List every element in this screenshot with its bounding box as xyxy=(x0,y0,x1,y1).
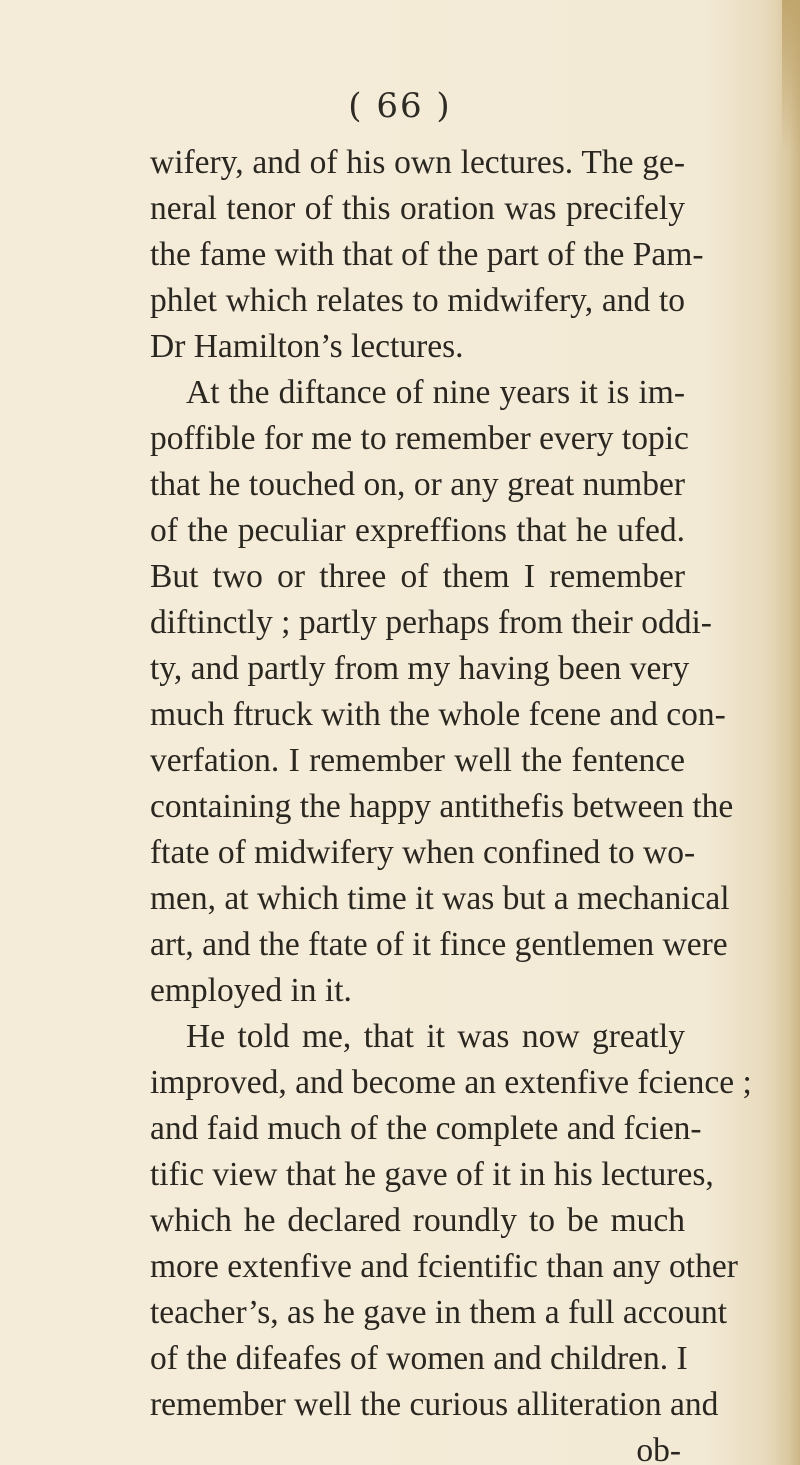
text-line: verfation. I remember well the fentence xyxy=(150,742,685,779)
text-line: He told me, that it was now greatly xyxy=(186,1018,685,1055)
text-line: art, and the ftate of it fince gentlemen were xyxy=(150,926,728,963)
text-line: At the diftance of nine years it is im- xyxy=(186,374,685,411)
text-line: ty, and partly from my having been very xyxy=(150,650,690,687)
text-line: wifery, and of his own lectures. The ge- xyxy=(150,144,685,181)
text-line: containing the happy antithefis between the xyxy=(150,788,734,825)
text-line: remember well the curious alliteration and xyxy=(150,1386,719,1423)
text-line: which he declared roundly to be much xyxy=(150,1202,685,1239)
text-line: more extenfive and fcientific than any other xyxy=(150,1248,738,1285)
text-line: Dr Hamilton’s lectures. xyxy=(150,328,464,365)
text-line: that he touched on, or any great number xyxy=(150,466,685,503)
text-line: diftinctly ; partly perhaps from their oddi- xyxy=(150,604,712,641)
text-line: the fame with that of the part of the Pam- xyxy=(150,236,704,273)
text-line: much ftruck with the whole fcene and con- xyxy=(150,696,726,733)
page-edge-stain xyxy=(782,0,800,150)
text-line: improved, and become an extenfive fcience ; xyxy=(150,1064,752,1101)
body-text xyxy=(150,140,752,1465)
text-line: employed in it. xyxy=(150,972,352,1009)
text-line: men, at which time it was but a mechanical xyxy=(150,880,730,917)
page-number: ( 66 ) xyxy=(348,86,452,126)
text-line: of the difeafes of women and children. I xyxy=(150,1340,688,1377)
text-line: But two or three of them I remember xyxy=(150,558,685,595)
text-line: phlet which relates to midwifery, and to xyxy=(150,282,685,319)
text-line: and faid much of the complete and fcien- xyxy=(150,1110,702,1147)
text-line: teacher’s, as he gave in them a full account xyxy=(150,1294,728,1331)
catchword: ob- xyxy=(636,1432,681,1465)
page-edge-shadow xyxy=(774,0,800,1465)
text-line: tific view that he gave of it in his lectures, xyxy=(150,1156,714,1193)
text-line: poffible for me to remember every topic xyxy=(150,420,689,457)
text-line: neral tenor of this oration was precifely xyxy=(150,190,685,227)
text-line: ftate of midwifery when confined to wo- xyxy=(150,834,696,871)
text-line: of the peculiar expreffions that he ufed. xyxy=(150,512,685,549)
